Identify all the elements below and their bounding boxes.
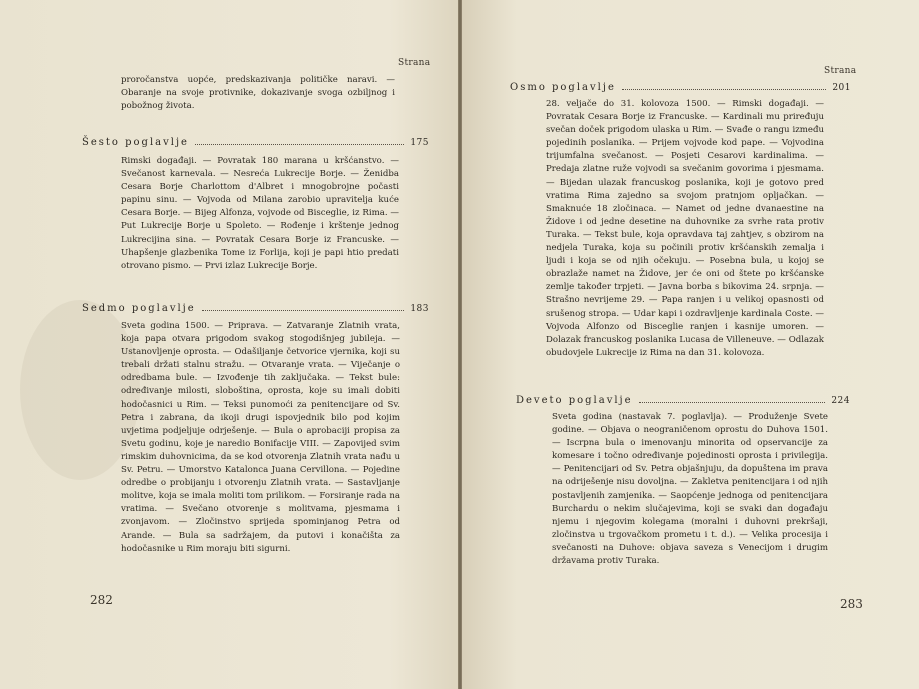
chapter-heading <box>82 137 429 148</box>
leader-dots <box>195 144 404 145</box>
header-strana: Strana <box>398 58 431 68</box>
chapter-title: Sedmo poglavlje <box>82 303 196 314</box>
leader-dots <box>639 402 826 403</box>
right-page <box>462 0 919 689</box>
left-page <box>0 0 458 689</box>
chapter-heading <box>516 395 850 406</box>
chapter-summary: Sveta godina 1500. — Priprava. — Zatvaranje Zlatnih vrata, koja papa otvara prigodom svakog stogodišnjeg jubileja. — Ustanovljenje oprosta. — Odašiljanje četvorice vjernika, koji su trebali držati stalnu stražu. — Otvaranje vrata. — Viječanje o odredbama bule. — Izvođenje tih zaključaka. — Tekst bule: određivanje milosti, sloboština, oprosta, koje su imali dobiti hodočasnici u Rim. — Teksi punomoći za penitencijare od Sv. Petra i zabrana, da ikoji drugi ispovjednik bilo pod kojim uvjetima podjeljuje odrješenje. — Bula o aprobaciji propisa za Svetu godinu, koje je naredio Bonifacije VIII. — Zapovijed svim rimskim duhovnicima, da se kod otvorenja Zlatnih vrata nađu u Sv. Petru. — Umorstvo Katalonca Juana Cervillona. — Pojedine odredbe o probijanju i otvorenju Zlatnih vrata. — Sastavljanje molitve, koja se imala moliti tom prilikom. — Forsiranje rada na vratima. — Svečano otvorenje s molitvama, pjesmama i zvonjavom. — Zločinstvo sprijeda spominjanog Petra od Arande. — Bula sa sadržajem, da putovi i konačišta za hodočasnike u Rim moraju biti sigurni. <box>121 321 400 554</box>
leader-dots <box>622 89 826 90</box>
continuation-text: proročanstva uopće, predskazivanja političke naravi. — Obaranje na svoje protivnike, dokazivanje svoga ozbiljnog i pobožnog života. <box>121 75 395 112</box>
chapter-title: Deveto poglavlje <box>516 395 633 406</box>
chapter-summary: Rimski događaji. — Povratak 180 marana u kršćanstvo. — Svečanost karnevala. — Nesreća Lukrecije Borje. — Ženidba Cesara Borje Charlottom d'Albret i mnogobrojne počasti papinu sinu. — Vojvoda od Milana zarobio upravitelja kuće Cesara Borje. — Bijeg Alfonza, vojvode od Bisceglie, iz Rima. — Put Lukrecije Borje u Spoleto. — Rođenje i krštenje jednog Lukrecijina sina. — Povratak Cesara Borje iz Francuske. — Uhapšenje glazbenika Tome iz Forlija, koji je papi htio predati otrovano pismo. — Prvi izlaz Lukrecije Borje. <box>121 156 399 271</box>
chapter-page-number: 224 <box>831 396 850 406</box>
page-number: 283 <box>840 597 863 611</box>
chapter-title: Osmo poglavlje <box>510 82 616 93</box>
chapter-summary: Sveta godina (nastavak 7. poglavlja). — Produženje Svete godine. — Objava o neograničenom oprostu do Duhova 1501. — Iscrpna bula o imenovanju minorita od opservancije za komesare i točno određivanje pojedinosti oprosta i privilegija. — Penitencijari od Sv. Petra objašnjuju, da dopuštena im prava na odriješenje nisu dovoljna. — Zakletva penitencijara i od njih postavljenih zamjenika. — Saopćenje jednoga od penitencijara Burchardu o nekim slučajevima, koji se svaki dan događaju njemu i njegovim kolegama (moralni i duhovni prekršaji, zločinstva u trgovačkom prometu i t. d.). — Velika procesija i svečanosti na Duhove: objava saveza s Venecijom i drugim državama protiv Turaka. <box>552 412 828 567</box>
chapter-summary: 28. veljače do 31. kolovoza 1500. — Rimski događaji. — Povratak Cesara Borje iz Francuske. — Kardinali mu priređuju svečan doček prigodom ulaska u Rim. — Svađe o rangu između pojedinih poslanika. — Prijem vojvode kod pape. — Vojvodina trijumfalna svečanost. — Posjeti Cesarovi kardinalima. — Predaja zlatne ruže vojvodi sa svečanim govorima i pjesmama. — Bijedan ulazak francuskog poslanika, koji je gotovo pred vratima Rima zajedno sa svojom pratnjom opljačkan. — Smaknuće 18 zločinaca. — Namet od jedne dvanaestine na Židove i od jedne desetine na duhovnike za svrhe rata protiv Turaka. — Tekst bule, koja opravdava taj zahtjev, s obzirom na nedjela Turaka, koja su počinili protiv kršćanskih zemalja i ljudi i koja se od njih očekuju. — Posebna bula, u kojoj se obrazlaže namet na Židove, jer će oni od štete po kršćanske zemlje također trpjeti. — Javna borba s bikovima 24. srpnja. — Strašno nevrijeme 29. — Papa ranjen i u velikoj opasnosti od srušenog stropa. — Udar kapi i ozdravljenje kardinala Coste. — Vojvoda Alfonzo od Bisceglie ranjen i kasnije umoren. — Dolazak francuskog poslanika Lucasa de Villeneuve. — Odlazak obudovjele Lukrecije iz Rima na dan 31. kolovoza. <box>546 99 824 358</box>
page-number: 282 <box>90 593 113 607</box>
chapter-page-number: 201 <box>832 83 851 93</box>
chapter-heading <box>82 303 429 314</box>
chapter-page-number: 175 <box>410 138 429 148</box>
chapter-title: Šesto poglavlje <box>82 137 189 148</box>
header-strana: Strana <box>824 66 857 76</box>
chapter-heading <box>510 82 851 93</box>
leader-dots <box>202 310 405 311</box>
chapter-page-number: 183 <box>410 304 429 314</box>
